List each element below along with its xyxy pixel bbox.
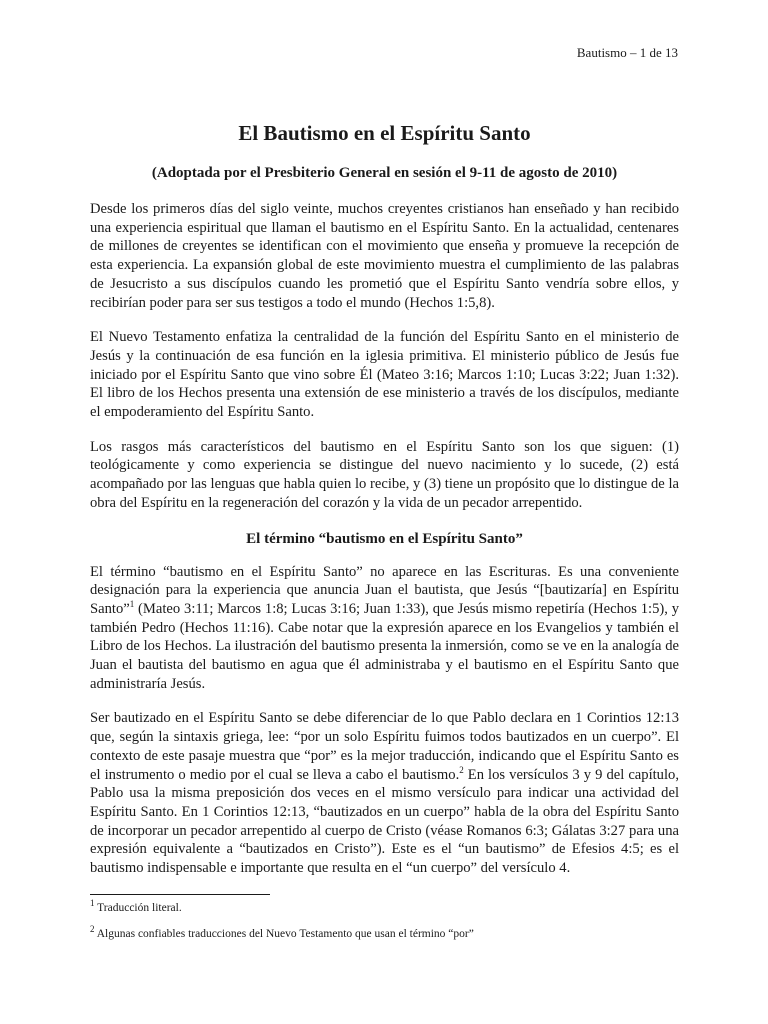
footnote-mark-2: 2	[90, 923, 95, 934]
paragraph-3: Los rasgos más característicos del bautismo en el Espíritu Santo son los que siguen: (1) teológicamente y como experiencia se distingue del nuevo nacimiento y lo sucede, (2) está acompañado por las lenguas que habla quien lo recibe, y (3) tiene un propósito que lo distingue de la obra del Espíritu en la regeneración del corazón y la vida de un pecador arrepentido.	[90, 438, 679, 511]
paragraph-4-part-b: (Mateo 3:11; Marcos 1:8; Lucas 3:16; Juan 1:33), que Jesús mismo repetiría (Hechos 1:5), y también Pedro (Hechos 11:16). Cabe notar que la expresión aparece en los Evangelios y también el Libro de los Hechos. La ilustración del bautismo presenta la inmersión, como se ve en la analogía de Juan el bautista del bautismo en agua que él administraba y el bautismo en el Espíritu Santo que administraría Jesús.	[90, 600, 679, 692]
paragraph-2: El Nuevo Testamento enfatiza la centralidad de la función del Espíritu Santo en el ministerio de Jesús y la continuación de esa función en la iglesia primitiva. El ministerio público de Jesús fue iniciado por el Espíritu Santo que vino sobre Él (Mateo 3:16; Marcos 1:10; Lucas 3:22; Juan 1:32). El libro de los Hechos presenta una extensión de ese ministerio a través de los discípulos, mediante el empoderamiento del Espíritu Santo.	[90, 329, 679, 421]
paragraph-4-part-a: El término “bautismo en el Espíritu Santo” no aparece en las Escrituras. Es una conveniente designación para la experiencia que anuncia Juan el bautista, que Jesús “[bautizaría] en Espíritu Santo”	[90, 563, 679, 617]
footnote-1	[90, 897, 679, 916]
paragraph-4	[90, 563, 679, 694]
footnote-divider	[90, 894, 270, 895]
document-body	[90, 118, 679, 953]
footnote-mark-1: 1	[90, 897, 95, 908]
footnote-2	[90, 923, 679, 942]
paragraph-5-part-b: En los versículos 3 y 9 del capítulo, Pablo usa la misma preposición dos veces en el mismo versículo para indicar una actividad del Espíritu Santo. En 1 Corintios 12:13, “bautizados en un cuerpo” habla de la obra del Espíritu Santo de incorporar un pecador arrepentido al cuerpo de Cristo (véase Romanos 6:3; Gálatas 3:27 para una expresión equivalente a “bautizados en Cristo”). Este es el “un bautismo” de Efesios 4:5; es el bautismo indispensable e importante que resulta en el “un cuerpo” del versículo 4.	[90, 766, 679, 877]
running-header: Bautismo – 1 de 13	[576, 45, 678, 60]
paragraph-5	[90, 709, 679, 877]
footnote-text-1: Traducción literal.	[94, 901, 182, 914]
footnote-ref-1[interactable]: 1	[129, 599, 135, 610]
document-title: El Bautismo en el Espíritu Santo	[238, 121, 531, 145]
footnote-text-2: Algunas confiables traducciones del Nuevo Testamento que usan el término “por”	[94, 927, 474, 940]
section-heading: El término “bautismo en el Espíritu Santo”	[246, 530, 523, 547]
paragraph-5-part-a: Ser bautizado en el Espíritu Santo se debe diferenciar de lo que Pablo declara en 1 Corintios 12:13 que, según la sintaxis griega, lee: “por un solo Espíritu fuimos todos bautizados en un cuerpo”. El contexto de este pasaje muestra que “por” es la mejor traducción, indicando que el Espíritu Santo es el instrumento o medio por el cual se lleva a cabo el bautismo.	[90, 710, 679, 783]
footnote-ref-2[interactable]: 2	[459, 764, 464, 775]
paragraph-1: Desde los primeros días del siglo veinte, muchos creyentes cristianos han enseñado y han recibido una experiencia espiritual que llaman el bautismo en el Espíritu Santo. En la actualidad, centenares de millones de creyentes se identifican con el movimiento que enseña y promueve la recepción de esta experiencia. La expansión global de este movimiento muestra el cumplimiento de las palabras de Jesucristo a sus discípulos cuando les prometió que el Espíritu Santo vendría sobre ellos, y recibirían poder para ser sus testigos a todo el mundo (Hechos 1:5,8).	[90, 201, 679, 311]
document-subtitle: (Adoptada por el Presbiterio General en sesión el 9-11 de agosto de 2010)	[151, 165, 618, 181]
